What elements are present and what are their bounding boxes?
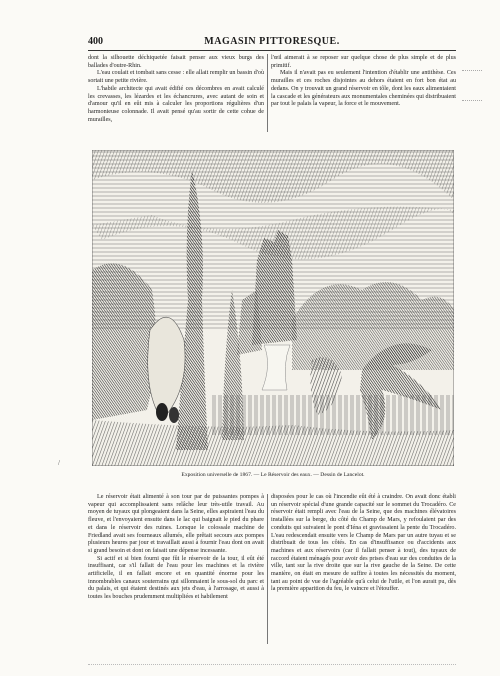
paragraph: Mais il n'avait pas eu seulement l'intention d'établir une antithèse. Ces murailles et ces roches disjointes au dehors étaient en fort bon état au dedans. On y trouvait un grand réservoir en tôle, dont les eaux alimentaient la cascade et les générateurs aux monumentales cheminées qui distribuaient par tout le palais la vapeur, la force et le mouvement. [271, 70, 456, 108]
column-divider [267, 494, 268, 644]
header-rule [88, 50, 456, 51]
column-2 [271, 55, 456, 109]
paragraph: Le réservoir était alimenté à son tour par de puissantes pompes à vapeur qui accomplissaient sans relâche leur très-utile travail. Au moyen de tuyaux qui plongeaient dans la Seine, elles aspiraient l'eau du fleuve, et l'envoyaient ensuite dans le lac qui baignait le pied du phare et dans le réservoir des ruines. Lorsque le colossale machine de Friedland avait ses fourneaux allumés, elle prêtait secours aux pompes plusieurs heures par jour et travaillait aussi à fournir l'eau dont on avait si grand besoin et dont on faisait une dépense incessante. [88, 494, 264, 554]
paragraph: l'œil aimerait à se reposer sur quelque chose de plus simple et de plus primitif. [271, 55, 456, 69]
paragraph: L'habile architecte qui avait édifié ces décombres en avait calculé les crevasses, les lézardes et les échancrures, avec autant de soin et d'amour qu'il en eût mis à calculer les proportions régulières d'un harmonieuse colonnade. Il avait pensé qu'au sortir de cette cohue de murailles, [88, 85, 264, 123]
margin-dots [462, 70, 482, 71]
paragraph: Si actif et si bien fourni que fût le réservoir de la tour, il eût été insuffisant, car s'il fallait de l'eau pour les machines et la rivière artificielle, il en fallait encore et en quantité énorme pour les innombrables canaux souterrains qui sillonnaient le sous-sol du parc et du palais, et qui étaient destinés aux jets d'eau, à l'arrosage, et aussi à toutes les bouches prudemment multipliées et habilement [88, 555, 264, 601]
figure-caption: Exposition universelle de 1867. — Le Réservoir des eaux. — Dessin de Lancelot. [181, 472, 365, 478]
column-3 [88, 494, 264, 602]
paragraph: L'eau coulait et tombait sans cesse : elle allait remplir un bassin d'où sortait une petite rivière. [88, 70, 264, 85]
page-title: MAGASIN PITTORESQUE. [204, 36, 340, 47]
footer-dots [88, 664, 456, 665]
margin-dots [462, 100, 482, 101]
page-number: 400 [88, 36, 103, 47]
margin-mark: / [58, 459, 60, 467]
column-4 [271, 494, 456, 594]
reservoir-engraving [92, 150, 454, 466]
column-divider [267, 54, 268, 132]
paragraph: disposées pour le cas où l'incendie eût été à craindre. On avait donc établi un réservoir spécial d'une grande capacité sur le sommet du Trocadéro. Ce réservoir était rempli avec l'eau de la Seine, que des machines élévatoires installées sur la berge, du côté du Champ de Mars, y refoulaient par des conduits qui suivaient le pont d'Iéna et gravissaient la pente du Trocadéro. L'eau redescendait ensuite vers le Champ de Mars par un autre tuyau et se distribuait de tous les côtés. En cas d'insuffisance ou d'accidents aux machines et aux réservoirs (car il fallait penser à tout), des tuyaux de raccord étaient ménagés pour avoir des prises d'eau sur des conduites de la ville, tant sur la rive droite que sur la rive gauche de la Seine. De cette manière, on était en mesure de suffire à toutes les nécessités du moment, tant au point de vue de l'agréable qu'à celui de l'utile, et l'on aurait pu, dès la première apparition du feu, le vaincre et l'étouffer. [271, 494, 456, 593]
paragraph: dont la silhouette déchiquetée faisait penser aux vieux burgs des ballades d'outre-Rhin. [88, 55, 264, 69]
page-header [88, 36, 456, 50]
column-1 [88, 55, 264, 124]
